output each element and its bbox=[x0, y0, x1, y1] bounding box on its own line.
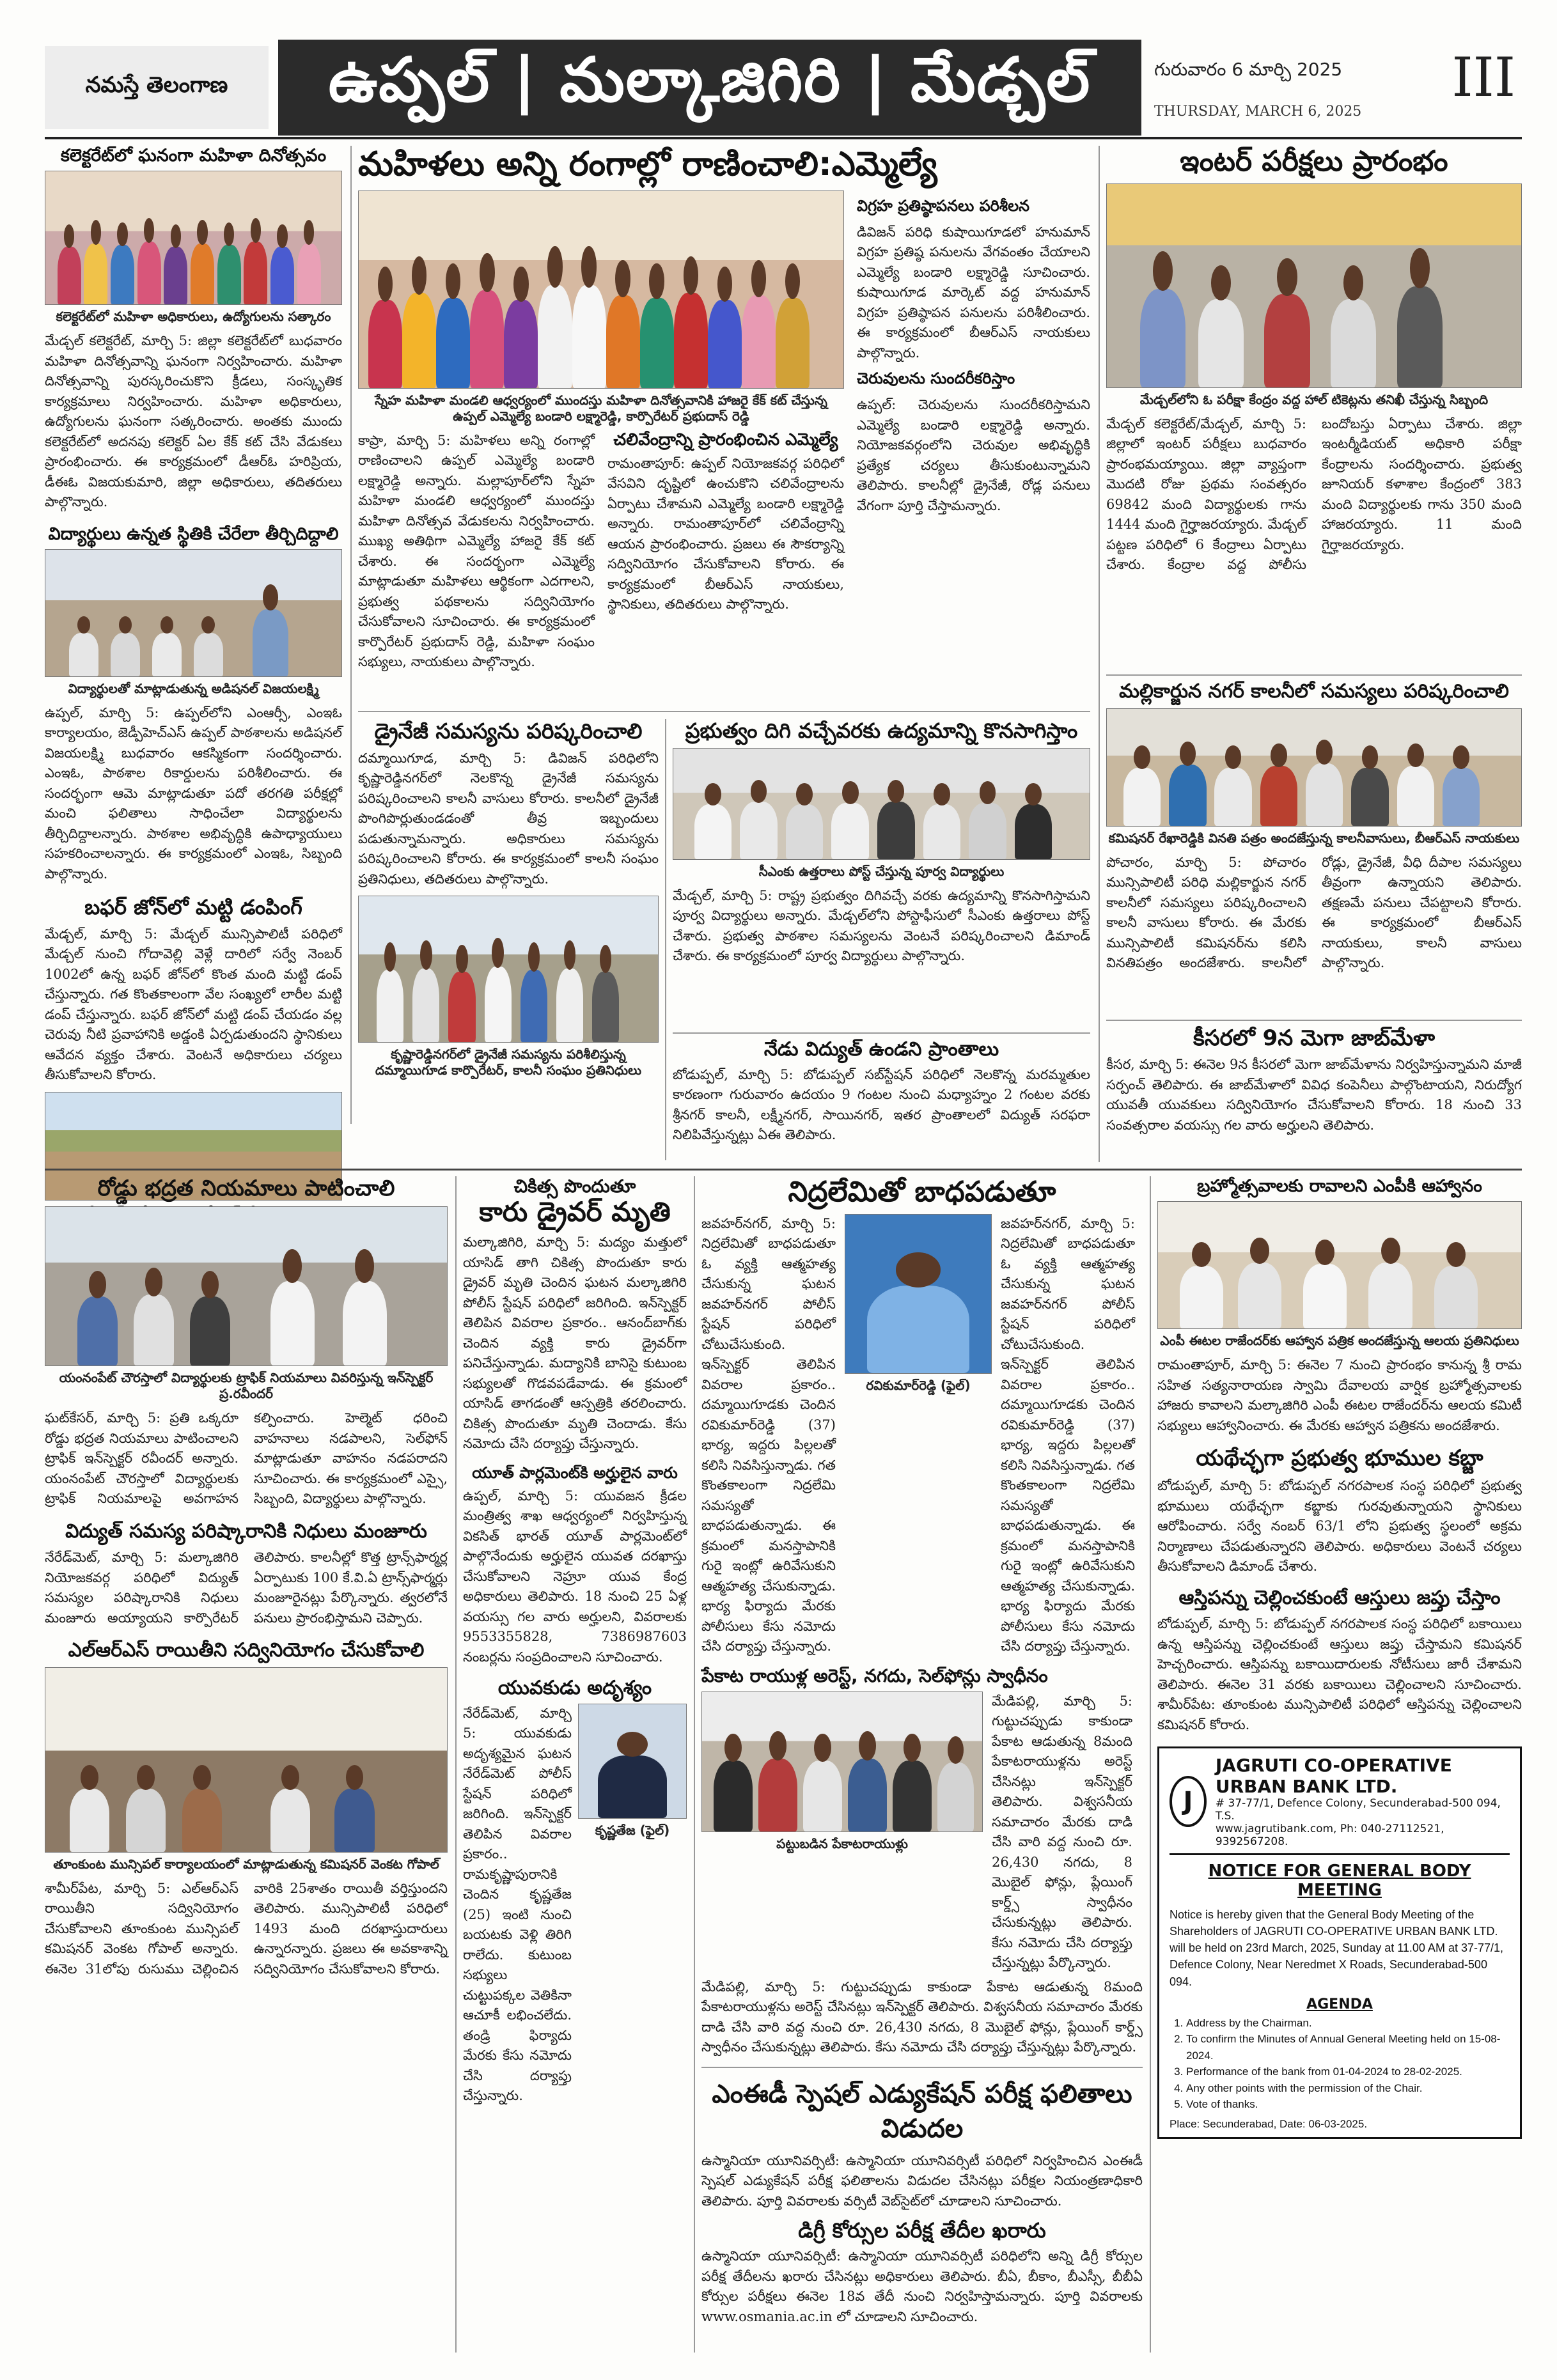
agenda-item: 4. Any other points with the permission of the Chair. bbox=[1186, 2080, 1510, 2097]
photo-caption: తూంకుంట మున్సిపల్ కార్యాలయంలో మాట్లాడుతున్న కమిషనర్ వెంకట గోపాల్ bbox=[53, 1856, 439, 1872]
bank-web: www.jagrutibank.com, Ph: 040-27112521, 9392567208. bbox=[1215, 1823, 1444, 1849]
agenda-item: 2. To confirm the Minutes of Annual General Meeting held on 15-08-2024. bbox=[1186, 2031, 1510, 2064]
photo-brahmotsavam bbox=[1157, 1201, 1522, 1329]
story-body: ఘట్‌కేసర్, మార్చి 5: ప్రతి ఒక్కరూ రోడ్డు భద్రత నియమాలు పాటించాలని ట్రాఫిక్ ఇన్‌స్పెక్టర్ రవీందర్ అన్నారు. యంనంపేట్ చౌరస్తాలో విద్యార్థులకు ట్రాఫిక్ నియమాలపై అవగాహన కల్పించారు. హెల్మెట్ ధరించి వాహనాలు నడపాలని, సెల్‌ఫోన్ మాట్లాడుతూ వాహనం నడపరాదని సూచించారు. ఈ కార్యక్రమంలో ఎస్సై, సిబ్బంది, విద్యార్థులు పాల్గొన్నారు. bbox=[45, 1410, 448, 1507]
masthead bbox=[45, 40, 1522, 136]
agenda-item: 3. Performance of the bank from 01-04-2024 to 28-02-2025. bbox=[1186, 2064, 1510, 2080]
story-body: మేడిపల్లి, మార్చి 5: గుట్టుచప్పుడు కాకుండా పేకాట ఆడుతున్న 8మంది పేకాటరాయుళ్లను అరెస్ట్ చేసినట్లు ఇన్‌స్పెక్టర్ తెలిపారు. విశ్వసనీయ సమాచారం మేరకు దాడి చేసి వారి వద్ద నుంచి రూ. 26,430 నగదు, 8 మొబైల్ ఫోన్లు, ప్లేయింగ్ కార్డ్స్ స్వాధీనం చేసుకున్నట్లు తెలిపారు. కేసు నమోదు చేసి దర్యాప్తు చేస్తున్నట్లు పేర్కొన్నారు. bbox=[992, 1693, 1132, 1971]
bottom-left-column bbox=[45, 1176, 448, 2353]
story-body: ఉప్పల్, మార్చి 5: ఉప్పల్‌లోని ఎంఆర్సీ, ఎంఇఓ కార్యాలయం, జెడ్పీహెచ్‌ఎస్ ఉప్పల్ పాఠశాలను అడిషనల్ విజయలక్ష్మి బుధవారం ఆకస్మికంగా సందర్శించారు. ఎంఇఓ, పాఠశాల రికార్డులను పరిశీలించారు. ఈ సందర్భంగా ఆమె మాట్లాడుతూ పదో తరగతి పరీక్షల్లో మంచి ఫలితాలు సాధించేలా విద్యార్థులను తీర్చిదిద్దాలన్నారు. పాఠశాల అభివృద్ధికి ఉపాధ్యాయులు సహకరించాలన్నారు. ఈ కార్యక్రమంలో ఎంఇఓ, సిబ్బంది పాల్గొన్నారు. bbox=[45, 704, 342, 882]
story-body: డివిజన్ పరిధి కుషాయిగూడలో హనుమాన్ విగ్రహ ప్రతిష్ఠ పనులను వేగవంతం చేయాలని ఎమ్మెల్యే బండారి లక్ష్మారెడ్డి సూచించారు. కుషాయిగూడ మార్కెట్ వద్ద హనుమాన్ విగ్రహ ప్రతిష్ఠాపన పనులను పరిశీలించారు. ఈ కార్యక్రమంలో బీఆర్‌ఎస్ నాయకులు పాల్గొన్నారు. bbox=[857, 224, 1090, 361]
story-body: కాప్రా, మార్చి 5: మహిళలు అన్ని రంగాల్లో రాణించాలని ఉప్పల్ ఎమ్మెల్యే బండారి లక్ష్మారెడ్డి అన్నారు. మల్లాపూర్‌లోని స్నేహ మహిళా మండలి ఆధ్వర్యంలో ముందస్తు మహిళా దినోత్సవ వేడుకలను నిర్వహించారు. ముఖ్య అతిథిగా ఎమ్మెల్యే హాజరై కేక్ కట్ చేశారు. ఈ సందర్భంగా ఎమ్మెల్యే మాట్లాడుతూ మహిళలు ఆర్థికంగా ఎదగాలని, ప్రభుత్వ పథకాలను సద్వినియోగం చేసుకోవాలని సూచించారు. ఈ కార్యక్రమంలో కార్పొరేటర్ ప్రభుదాస్ రెడ్డి, మహిళా సంఘం సభ్యులు, నాయకులు పాల్గొన్నారు. bbox=[358, 432, 595, 670]
drainage-story bbox=[358, 719, 659, 1160]
story-body: బోడుప్పల్, మార్చి 5: బోడుప్పల్ సబ్‌స్టేషన్ పరిధిలో నెలకొన్న మరమ్మతుల కారణంగా గురువారం ఉదయం 9 గంటల నుంచి మధ్యాహ్నం 2 గంటల వరకు శ్రీనగర్ కాలనీ, లక్ష్మీనగర్, సాయినగర్, ఇతర ప్రాంతాలలో విద్యుత్ సరఫరా నిలిపివేస్తున్నట్లు ఏఈ తెలిపారు. bbox=[673, 1066, 1090, 1142]
headline: నేడు విద్యుత్ ఉండని ప్రాంతాలు bbox=[763, 1038, 999, 1061]
headline: ప్రభుత్వం దిగి వచ్చేవరకు ఉద్యమాన్ని కొనసాగిస్తాం bbox=[685, 719, 1078, 743]
story-body: శామీర్‌పేట, మార్చి 5: ఎల్ఆర్ఎస్ రాయితీని సద్వినియోగం చేసుకోవాలని తూంకుంట మున్సిపల్ కమిషనర్ వెంకట గోపాల్ అన్నారు. ఈనెల 31లోపు రుసుము చెల్లించిన వారికి 25శాతం రాయితీ వర్తిస్తుందని తెలిపారు. మున్సిపాలిటీ పరిధిలో 1493 మంది దరఖాస్తుదారులు ఉన్నారన్నారు. ప్రజలు ఈ అవకాశాన్ని సద్వినియోగం చేసుకోవాలని కోరారు. bbox=[45, 1880, 448, 1977]
date-telugu: గురువారం 6 మార్చి 2025 bbox=[1154, 59, 1343, 80]
agenda-title: AGENDA bbox=[1306, 1996, 1373, 2012]
photo-caption: యంనంపేట్ చౌరస్తాలో విద్యార్థులకు ట్రాఫిక్ నియమాలు వివరిస్తున్న ఇన్‌స్పెక్టర్ ప్ర.రవీందర్ bbox=[59, 1370, 434, 1402]
photo-lrs bbox=[45, 1667, 448, 1853]
story-body: మేడ్చల్, మార్చి 5: రాష్ట్ర ప్రభుత్వం దిగివచ్చే వరకు ఉద్యమాన్ని కొనసాగిస్తామని పూర్వ విద్యార్థులు అన్నారు. మేడ్చల్‌లోని పోస్టాఫీసులో సీఎంకు ఉత్తరాలు పోస్ట్ చేశారు. ప్రభుత్వ పాఠశాల సమస్యలను వెంటనే పరిష్కరించాలని డిమాండ్ చేశారు. ఈ కార్యక్రమంలో పూర్వ విద్యార్థులు పాల్గొన్నారు. bbox=[673, 887, 1090, 964]
headline: నిద్రలేమితో బాధపడుతూ bbox=[788, 1176, 1056, 1208]
photo-road-safety bbox=[45, 1206, 448, 1366]
photo-protest bbox=[673, 748, 1090, 860]
photo-caption: స్నేహ మహిళా మండలి ఆధ్వర్యంలో ముందస్తు మహిళా దినోత్సవానికి హాజరై కేక్ కట్ చేస్తున్న ఉప్పల్ ఎమ్మెల్యే బండారి లక్ష్మారెడ్డి, కార్పొరేటర్ ప్రభుదాస్ రెడ్డి bbox=[375, 392, 827, 424]
kicker: చికిత్స పొందుతూ bbox=[513, 1176, 636, 1197]
story-body: రామంతాపూర్: ఉప్పల్ నియోజకవర్గ పరిధిలో వేసవిని దృష్టిలో ఉంచుకొని చలివేంద్రాలను ఏర్పాటు చేశామని ఎమ్మెల్యే బండారి లక్ష్మారెడ్డి అన్నారు. రామంతాపూర్‌లో చలివేంద్రాన్ని ఆయన ప్రారంభించారు. ప్రజలు ఈ సౌకర్యాన్ని సద్వినియోగం చేసుకోవాలని కోరారు. ఈ కార్యక్రమంలో బీఆర్‌ఎస్ నాయకులు, స్థానికులు, తదితరులు పాల్గొన్నారు. bbox=[607, 455, 844, 612]
agenda-item: 5. Vote of thanks. bbox=[1186, 2096, 1510, 2113]
column-rule bbox=[1099, 146, 1100, 1162]
section-rule bbox=[673, 1032, 1090, 1034]
section-rule bbox=[1106, 1020, 1522, 1021]
story-body: మేడ్చల్ కలెక్టరేట్, మార్చి 5: జిల్లా కలెక్టరేట్‌లో బుధవారం మహిళా దినోత్సవాన్ని ఘనంగా నిర్వహించారు. మహిళా దినోత్సవాన్ని పురస్కరించుకొని క్రీడలు, సంస్కృతిక కార్యక్రమాలు నిర్వహించారు. మహిళా అధికారులు, ఉద్యోగులను ఘనంగా సత్కరించారు. అంతకు ముందు కలెక్టరేట్‌లో అదనపు కలెక్టర్ ఏల కేక్ కట్ చేసి వేడుకలు ప్రారంభించారు. ఈ కార్యక్రమంలో డీఆర్‌ఓ హరిప్రియ, డీఈఓ విజయకుమారి, జిల్లా అధికారులు, తదితరులు పాల్గొన్నారు. bbox=[45, 333, 342, 510]
sub-headline: చలివేంద్రాన్ని ప్రారంభించిన ఎమ్మెల్యే bbox=[613, 430, 838, 449]
column-rule bbox=[665, 719, 666, 1160]
power-story bbox=[673, 1039, 1090, 1160]
story-body: మల్కాజిగిరి, మార్చి 5: మద్యం మత్తులో యాసిడ్ తాగి చికిత్స పొందుతూ కారు డ్రైవర్ మృతి చెందిన ఘటన మల్కాజిగిరి పోలీస్ స్టేషన్ పరిధిలో జరిగింది. ఇన్‌స్పెక్టర్ తెలిపిన వివరాల ప్రకారం.. ఆనంద్‌బాగ్‌కు చెందిన వ్యక్తి కారు డ్రైవర్‌గా పనిచేస్తున్నాడు. మద్యానికి బానిసై కుటుంబ సభ్యులతో గొడవపడేవాడు. ఈ క్రమంలో యాసిడ్ తాగడంతో ఆస్పత్రికి తరలించారు. చికిత్స పొందుతూ మృతి చెందాడు. కేసు నమోదు చేసి దర్యాప్తు చేస్తున్నారు. bbox=[463, 1234, 687, 1452]
masthead-rule bbox=[45, 137, 1522, 139]
headline: యూత్ పార్లమెంట్‌కి అర్హులైన వారు bbox=[472, 1463, 678, 1482]
photo-caption: ఎంపీ ఈటల రాజేందర్‌కు ఆహ్వాన పత్రిక అందజేస్తున్న ఆలయ ప్రతినిధులు bbox=[1160, 1333, 1519, 1349]
photo-cards bbox=[701, 1692, 983, 1832]
place-date: Place: Secunderabad, Date: 06-03-2025. bbox=[1170, 2117, 1368, 2130]
bottom-right-column bbox=[1157, 1176, 1522, 2353]
bank-notice-ad bbox=[1157, 1746, 1522, 2138]
photo-mla-women bbox=[358, 191, 844, 389]
headline: ఎంఈడీ స్పెషల్ ఎడ్యుకేషన్ పరీక్ష ఫలితాలు విడుదల bbox=[712, 2079, 1132, 2143]
headline: కలెక్టరేట్‌లో ఘనంగా మహిళా దినోత్సవం bbox=[60, 146, 327, 166]
headline: పేకాట రాయుళ్ల అరెస్ట్, నగదు, సెల్‌ఫోన్లు స్వాధీనం bbox=[701, 1665, 1048, 1686]
column-rule bbox=[694, 1176, 695, 2353]
sub-headline: చెరువులను సుందరీకరిస్తాం bbox=[857, 369, 1015, 388]
headline: యథేచ్ఛగా ప్రభుత్వ భూముల కబ్జా bbox=[1196, 1445, 1483, 1472]
page-number: III bbox=[1451, 46, 1515, 109]
headline: ఆస్తిపన్ను చెల్లించకుంటే ఆస్తులు జప్తు చేస్తాం bbox=[1178, 1586, 1501, 1609]
notice-title: NOTICE FOR GENERAL BODY MEETING bbox=[1208, 1862, 1471, 1901]
headline: డ్రైనేజీ సమస్యను పరిష్కరించాలి bbox=[374, 719, 643, 743]
story-body: దమ్మాయిగూడ, మార్చి 5: డివిజన్ పరిధిలోని కృష్ణారెడ్డినగర్‌లో నెలకొన్న డ్రైనేజీ సమస్యను పరిష్కరించాలని కాలనీ వాసులు కోరారు. కాలనీలో డ్రైనేజీ పొంగిపొర్లుతుండడంతో తీవ్ర ఇబ్బందులు పడుతున్నామన్నారు. అధికారులు సమస్యను పరిష్కరించాలని కోరారు. ఈ కార్యక్రమంలో కాలనీ సంఘం ప్రతినిధులు, తదితరులు పాల్గొన్నారు. bbox=[358, 750, 659, 887]
story-body: రామంతాపూర్, మార్చి 5: ఈనెల 7 నుంచి ప్రారంభం కానున్న శ్రీ రామ సహిత సత్యనారాయణ స్వామి దేవాలయ వార్షిక బ్రహ్మోత్సవాలకు హాజరు కావాలని మల్కాజిగిరి ఎంపీ ఈటల రాజేందర్‌ను ఆలయ కమిటీ సభ్యులు ఆహ్వానించారు. ఈ మేరకు ఆహ్వాన పత్రికను అందజేశారు. bbox=[1157, 1357, 1522, 1433]
story-body: కీసర, మార్చి 5: ఈనెల 9న కీసరలో మెగా జాబ్‌మేళాను నిర్వహిస్తున్నామని మాజీ సర్పంచ్ తెలిపారు. ఈ జాబ్‌మేళాలో వివిధ కంపెనీలు పాల్గొంటాయని, నిరుద్యోగ యువతీ యువకులు సద్వినియోగం చేసుకోవాలని కోరారు. 18 నుంచి 33 సంవత్సరాల వయస్సు గల వారు అర్హులని తెలిపారు. bbox=[1106, 1057, 1522, 1133]
inter-story bbox=[1106, 146, 1522, 670]
story-body: మేడ్చల్, మార్చి 5: మేడ్చల్ మున్సిపాలిటీ పరిధిలో మేడ్చల్ నుంచి గోదావెల్లి వెళ్లే దారిలో సర్వే నెంబర్ 1002లో ఉన్న బఫర్ జోన్‌లో కొంత మంది మట్టి డంప్ చేస్తున్నారు. గత కొంతకాలంగా వేల సంఖ్యలో లారీల మట్టి డంప్ చేస్తున్నారు. బఫర్ జోన్‌లో మట్టి డంప్ చేయడం వల్ల చెరువు నీటి ప్రవాహానికి అడ్డంకి ఏర్పడుతుందని స్థానికులు ఆవేదన వ్యక్తం చేశారు. వెంటనే అధికారులు చర్యలు తీసుకోవాలని కోరారు. bbox=[45, 926, 342, 1083]
column-rule bbox=[455, 1176, 457, 2353]
story-body: జవహర్‌నగర్, మార్చి 5: నిద్రలేమితో బాధపడుతూ ఓ వ్యక్తి ఆత్మహత్య చేసుకున్న ఘటన జవహర్‌నగర్ పోలీస్ స్టేషన్ పరిధిలో చోటుచేసుకుంది. ఇన్‌స్పెక్టర్ తెలిపిన వివరాల ప్రకారం.. దమ్మాయిగూడకు చెందిన రవికుమార్‌రెడ్డి (37) భార్య, ఇద్దరు పిల్లలతో కలిసి నివసిస్తున్నాడు. గత కొంతకాలంగా నిద్రలేమి సమస్యతో బాధపడుతున్నాడు. ఈ క్రమంలో మనస్తాపానికి గురై ఇంట్లో ఉరివేసుకుని ఆత్మహత్య చేసుకున్నాడు. భార్య ఫిర్యాదు మేరకు పోలీసులు కేసు నమోదు చేసి దర్యాప్తు చేస్తున్నారు. bbox=[701, 1215, 836, 1654]
photo-caption: కమిషనర్ రేఖారెడ్డికి వినతి పత్రం అందజేస్తున్న కాలనీవాసులు, బీఆర్‌ఎస్ నాయకులు bbox=[1108, 830, 1520, 846]
headline: విద్యుత్ సమస్య పరిష్కారానికి నిధులు మంజూరు bbox=[65, 1520, 427, 1543]
section-rule bbox=[1106, 674, 1522, 676]
edition-title: ఉప్పల్ | మల్కాజిగిరి | మేడ్చల్ bbox=[278, 40, 1141, 136]
photo-collectorate bbox=[45, 171, 342, 305]
photo-mallikarjuna bbox=[1106, 708, 1522, 827]
paper-name: నమస్తే తెలంగాణ bbox=[45, 46, 269, 129]
story-body: నేరేడ్‌మెట్, మార్చి 5: యువకుడు అదృశ్యమైన ఘటన నేరేడ్‌మెట్ పోలీస్ స్టేషన్ పరిధిలో జరిగింది. ఇన్‌స్పెక్టర్ తెలిపిన వివరాల ప్రకారం.. రామకృష్ణాపురానికి చెందిన కృష్ణతేజ (25) ఇంటి నుంచి బయటకు వెళ్లి తిరిగి రాలేదు. కుటుంబ సభ్యులు చుట్టుపక్కల వెతికినా ఆచూకీ లభించలేదు. తండ్రి ఫిర్యాదు మేరకు కేసు నమోదు చేసి దర్యాప్తు చేస్తున్నారు. bbox=[463, 1705, 572, 2104]
story-body-continued: మేడిపల్లి, మార్చి 5: గుట్టుచప్పుడు కాకుండా పేకాట ఆడుతున్న 8మంది పేకాటరాయుళ్లను అరెస్ట్ చేసినట్లు ఇన్‌స్పెక్టర్ తెలిపారు. విశ్వసనీయ సమాచారం మేరకు దాడి చేసి వారి వద్ద నుంచి రూ. 26,430 నగదు, 8 మొబైల్ ఫోన్లు, ప్లేయింగ్ కార్డ్స్ స్వాధీనం చేసుకున్నట్లు తెలిపారు. కేసు నమోదు చేసి దర్యాప్తు చేస్తున్నట్లు పేర్కొన్నారు. bbox=[701, 1979, 1143, 2055]
story-body: మేడ్చల్ కలెక్టరేట్/మేడ్చల్, మార్చి 5: జిల్లాలో ఇంటర్ పరీక్షలు బుధవారం ప్రారంభమయ్యాయి. జిల్లా వ్యాప్తంగా మొదటి రోజు ప్రథమ సంవత్సరం 69842 మంది విద్యార్థులకు గాను 1444 మంది గైర్హాజరయ్యారు. మేడ్చల్ పట్టణ పరిధిలో 6 కేంద్రాలు ఏర్పాటు చేశారు. కేంద్రాల వద్ద పోలీసు బందోబస్తు ఏర్పాటు చేశారు. జిల్లా ఇంటర్మీడియట్ అధికారి పరీక్షా కేంద్రాలను సందర్శించారు. ప్రభుత్వ జూనియర్ కళాశాల కేంద్రంలో 383 మంది విద్యార్థులకు గాను 350 మంది హాజరయ్యారు. 11 మంది గైర్హాజరయ్యారు. bbox=[1106, 416, 1522, 573]
story-body: ఉప్పల్, మార్చి 5: యువజన క్రీడల మంత్రిత్వ శాఖ ఆధ్వర్యంలో నిర్వహిస్తున్న వికసిత్ భారత్ యూత్ పార్లమెంట్‌లో పాల్గొనేందుకు అర్హులైన యువత దరఖాస్తు చేసుకోవాలని నెహ్రూ యువ కేంద్ర అధికారులు తెలిపారు. 18 నుంచి 25 ఏళ్ల వయస్సు గల వారు అర్హులని, వివరాలకు 9553355828, 7386987603 నంబర్లను సంప్రదించాలని సూచించారు. bbox=[463, 1488, 687, 1665]
photo-drainage bbox=[358, 896, 659, 1043]
agenda-item: 1. Address by the Chairman. bbox=[1186, 2015, 1510, 2032]
bank-name: JAGRUTI CO-OPERATIVE URBAN BANK LTD. bbox=[1215, 1755, 1452, 1798]
left-column bbox=[45, 146, 342, 1124]
photo-students bbox=[45, 549, 342, 677]
section-rule bbox=[358, 711, 1090, 712]
story-body: బోడుప్పల్, మార్చి 5: బోడుప్పల్ నగరపాలక సంస్థ పరిధిలో బకాయిలు ఉన్న ఆస్తిపన్ను చెల్లించకుంటే ఆస్తులు జప్తు చేస్తామని కమిషనర్ హెచ్చరించారు. ఆస్తిపన్ను బకాయిదారులకు నోటీసులు జారీ చేశామని తెలిపారు. ఈనెల 31 వరకు బకాయిలు చెల్లించాలని సూచించారు. శామీర్‌పేట: తూంకుంట మున్సిపాలిటీ పరిధిలో ఆస్తిపన్ను చెల్లించాలని కమిషనర్ కోరారు. bbox=[1157, 1616, 1522, 1732]
headline: ఇంటర్ పరీక్షలు ప్రారంభం bbox=[1180, 145, 1448, 178]
story-body: ఉస్మానియా యూనివర్సిటీ: ఉస్మానియా యూనివర్సిటీ పరిధిలో నిర్వహించిన ఎంఈడీ స్పెషల్ ఎడ్యుకేషన్ పరీక్ష ఫలితాలను విడుదల చేసినట్లు పరీక్షల నియంత్రణాధికారి తెలిపారు. పూర్తి వివరాలకు వర్సిటీ వెబ్‌సైట్‌లో చూడాలని సూచించారు. bbox=[701, 2152, 1143, 2209]
column-rule bbox=[350, 146, 352, 1124]
headline: విద్యార్థులు ఉన్నత స్థితికి చేరేలా తీర్చిదిద్దాలి bbox=[48, 524, 339, 544]
headline: బ్రహ్మోత్సవాలకు రావాలని ఎంపీకి ఆహ్వానం bbox=[1197, 1176, 1482, 1196]
keesara-story bbox=[1106, 1026, 1522, 1160]
story-body: ఉస్మానియా యూనివర్సిటీ: ఉస్మానియా యూనివర్సిటీ పరిధిలోని అన్ని డిగ్రీ కోర్సుల పరీక్ష తేదీలను ఖరారు చేసినట్లు అధికారులు తెలిపారు. బీఏ, బీకాం, బీఎస్సీ, బీబీఏ కోర్సుల పరీక్షలు ఈనెల 18వ తేదీ నుంచి నిర్వహిస్తామన్నారు. పూర్తి వివరాలకు www.osmania.ac.in లో చూడాలని సూచించారు. bbox=[701, 2248, 1143, 2324]
story-body-continued: జవహర్‌నగర్, మార్చి 5: నిద్రలేమితో బాధపడుతూ ఓ వ్యక్తి ఆత్మహత్య చేసుకున్న ఘటన జవహర్‌నగర్ పోలీస్ స్టేషన్ పరిధిలో చోటుచేసుకుంది. ఇన్‌స్పెక్టర్ తెలిపిన వివరాల ప్రకారం.. దమ్మాయిగూడకు చెందిన రవికుమార్‌రెడ్డి (37) భార్య, ఇద్దరు పిల్లలతో కలిసి నివసిస్తున్నాడు. గత కొంతకాలంగా నిద్రలేమి సమస్యతో బాధపడుతున్నాడు. ఈ క్రమంలో మనస్తాపానికి గురై ఇంట్లో ఉరివేసుకుని ఆత్మహత్య చేసుకున్నాడు. భార్య ఫిర్యాదు మేరకు పోలీసులు కేసు నమోదు చేసి దర్యాప్తు చేస్తున్నారు. bbox=[1001, 1215, 1135, 1654]
photo-inter bbox=[1106, 183, 1522, 388]
headline: రోడ్డు భద్రత నియమాలు పాటించాలి bbox=[97, 1176, 395, 1201]
photo-caption: సీఎంకు ఉత్తరాలు పోస్ట్ చేస్తున్న పూర్వ విద్యార్థులు bbox=[758, 863, 1005, 879]
main-story bbox=[358, 146, 1090, 708]
bottom-second-column bbox=[463, 1176, 687, 2353]
sub-headline: విగ్రహ ప్రతిష్ఠాపనలు పరిశీలన bbox=[857, 196, 1029, 215]
sub-headline: డిగ్రీ కోర్సుల పరీక్ష తేదీల ఖరారు bbox=[798, 2218, 1046, 2243]
headline: మల్లికార్జున నగర్ కాలనీలో సమస్యలు పరిష్కరించాలి bbox=[1119, 680, 1509, 703]
bottom-middle-column bbox=[701, 1176, 1143, 2353]
bank-address: # 37-77/1, Defence Colony, Secunderabad-500 094, T.S. bbox=[1215, 1797, 1501, 1823]
headline: కీసరలో 9న మెగా జాబ్‌మేళా bbox=[1193, 1025, 1436, 1051]
agenda-list bbox=[1170, 2015, 1510, 2113]
photo-caption: కృష్ణతేజ (ఫైల్) bbox=[595, 1822, 670, 1838]
story-body: ఉప్పల్: చెరువులను సుందరీకరిస్తామని ఎమ్మెల్యే బండారి లక్ష్మారెడ్డి అన్నారు. నియోజకవర్గంలోని చెరువుల అభివృద్ధికి ప్రత్యేక చర్యలు తీసుకుంటున్నామని తెలిపారు. కాలనీల్లో డ్రైనేజీ, రోడ్ల పనులు వేగంగా పూర్తి చేస్తామన్నారు. bbox=[857, 397, 1090, 513]
notice-body: Notice is hereby given that the General Body Meeting of the Shareholders of JAGRUTI CO-OPERATIVE URBAN BANK LTD. will be held on 23rd March, 2025, Sunday at 11.00 AM at 37-77/1, Defence Colony, Near Neredmet X Roads, Secunderabad-500 094. bbox=[1170, 1908, 1503, 1988]
date-english: THURSDAY, MARCH 6, 2025 bbox=[1154, 104, 1362, 120]
story-body: పోచారం, మార్చి 5: పోచారం మున్సిపాలిటీ పరిధి మల్లికార్జున నగర్ కాలనీలో సమస్యలు పరిష్కరించాలని కాలనీ వాసులు కోరారు. ఈ మేరకు మున్సిపాలిటీ కమిషనర్‌ను కలిసి వినతిపత్రం అందజేశారు. కాలనీలో రోడ్లు, డ్రైనేజీ, వీధి దీపాల సమస్యలు తీవ్రంగా ఉన్నాయని తెలిపారు. తక్షణమే పనులు చేపట్టాలని కోరారు. ఈ కార్యక్రమంలో బీఆర్‌ఎస్ నాయకులు, కాలనీ వాసులు పాల్గొన్నారు. bbox=[1106, 854, 1522, 970]
photo-caption: మేడ్చల్‌లోని ఓ పరీక్షా కేంద్రం వద్ద హాల్ టికెట్లను తనిఖీ చేస్తున్న సిబ్బంది bbox=[1139, 391, 1489, 407]
photo-caption: విద్యార్థులతో మాట్లాడుతున్న అడిషనల్ విజయలక్ష్మి bbox=[68, 680, 319, 696]
headline: బఫర్ జోన్‌లో మట్టి డంపింగ్ bbox=[84, 895, 302, 920]
photo-caption: రవికుమార్‌రెడ్డి (ఫైల్) bbox=[866, 1377, 971, 1393]
story-body: బోడుప్పల్, మార్చి 5: బోడుప్పల్ నగరపాలక సంస్థ పరిధిలో ప్రభుత్వ భూములు యథేచ్ఛగా కబ్జాకు గురవుతున్నాయని స్థానికులు ఆరోపించారు. సర్వే నంబర్ 63/1 లోని ప్రభుత్వ స్థలంలో అక్రమ నిర్మాణాలు చేపడుతున్నారని తెలిపారు. అధికారులు వెంటనే చర్యలు తీసుకోవాలని డిమాండ్ చేశారు. bbox=[1157, 1478, 1522, 1575]
photo-caption: కృష్ణారెడ్డినగర్‌లో డ్రైనేజీ సమస్యను పరిశీలిస్తున్న దమ్మాయిగూడ కార్పొరేటర్, కాలనీ సంఘం ప్రతినిధులు bbox=[375, 1046, 642, 1078]
bank-logo: J bbox=[1170, 1776, 1207, 1827]
column-rule bbox=[1150, 1176, 1151, 2353]
photo-caption: కలెక్టరేట్‌లో మహిళా అధికారులు, ఉద్యోగులను సత్కారం bbox=[56, 309, 331, 325]
story-body: నేరేడ్‌మెట్, మార్చి 5: మల్కాజిగిరి నియోజకవర్గ పరిధిలో విద్యుత్ సమస్యల పరిష్కారానికి నిధులు మంజూరు అయ్యాయని కార్పొరేటర్ తెలిపారు. కాలనీల్లో కొత్త ట్రాన్స్‌ఫార్మర్ల ఏర్పాటుకు 100 కే.వి.ఏ ట్రాన్స్‌ఫార్మర్లు మంజూరైనట్లు పేర్కొన్నారు. త్వరలోనే పనులు ప్రారంభిస్తామని చెప్పారు. bbox=[45, 1550, 448, 1626]
headline: ఎల్ఆర్ఎస్ రాయితీని సద్వినియోగం చేసుకోవాలి bbox=[68, 1639, 425, 1662]
protest-story bbox=[673, 719, 1090, 1029]
section-rule bbox=[45, 1169, 1522, 1171]
ad-header bbox=[1170, 1755, 1510, 1855]
main-headline: మహిళలు అన్ని రంగాల్లో రాణించాలి:ఎమ్మెల్యే bbox=[358, 145, 937, 183]
headline: కారు డ్రైవర్ మృతి bbox=[479, 1196, 671, 1228]
photo-ravikumar bbox=[845, 1214, 992, 1374]
headline: యువకుడు అదృశ్యం bbox=[497, 1677, 652, 1700]
section-rule bbox=[701, 2067, 1143, 2068]
photo-missing-youth bbox=[578, 1704, 687, 1819]
photo-caption: పట్టుబడిన పేకాటరాయుళ్లు bbox=[776, 1835, 908, 1851]
date-block bbox=[1154, 59, 1410, 120]
mallikarjuna-story bbox=[1106, 681, 1522, 1016]
